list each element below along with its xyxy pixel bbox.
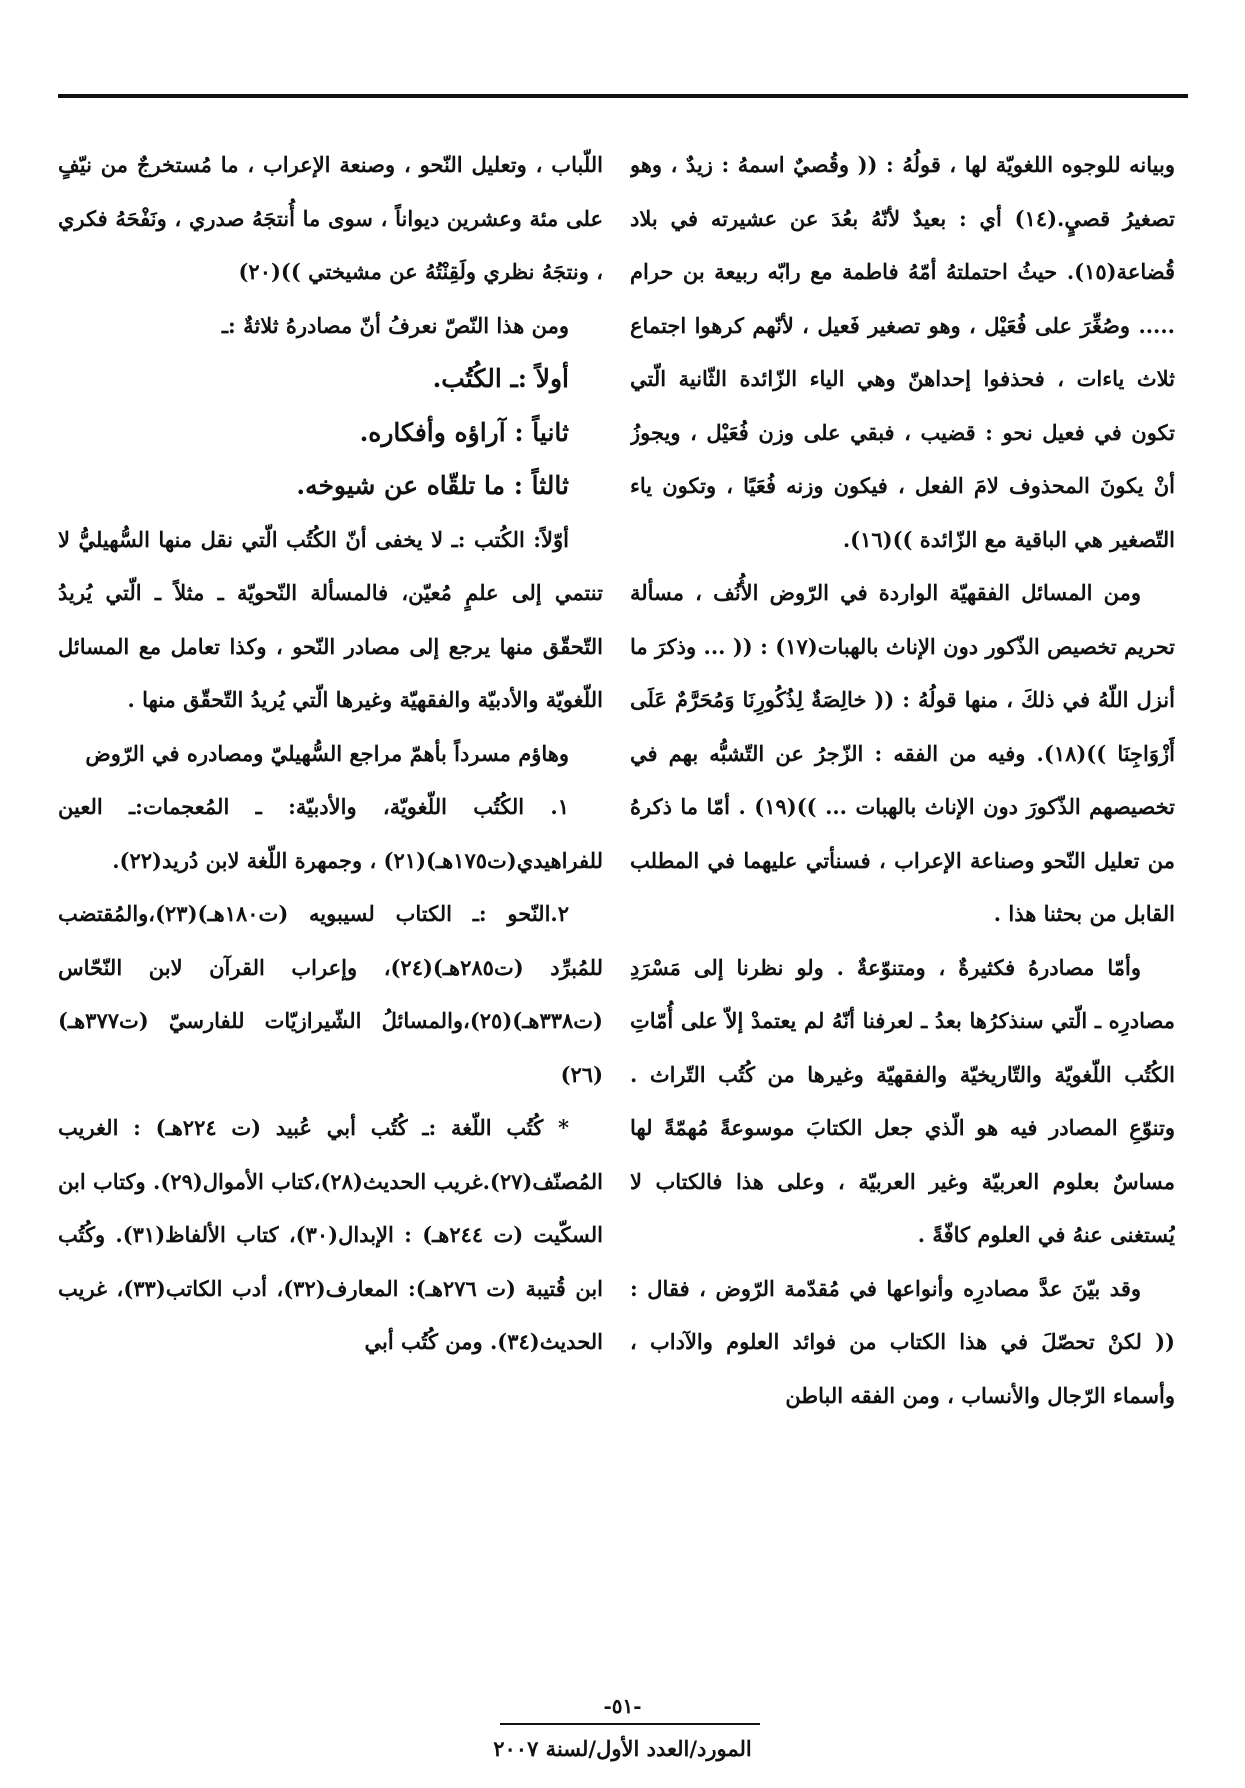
paragraph: ١. الكُتُب اللّغويّة، والأدبيّة: ـ المُعجمات:ـ العين للفراهيدي(ت١٧٥هـ)(٢١) ، وجمهرة اللّغة لابن دُريد(٢٢). — [58, 794, 603, 873]
paragraph: وبيانه للوجوه اللغويّة لها ، قولُهُ : (( وقُصيٌ اسمهُ : زيدٌ ، وهو تصغيرُ قصيٍ.(١٤) أي : بعيدٌ لأنّهُ بعُدَ عن عشيرته في بلاد قُضاعة(١٥). حيثُ احتملتهُ أمّهُ فاطمة مع رابّه ربيعة بن حرام ..... وصُغِّرَ على فُعَيْل ، وهو تصغير فَعيل ، لأنّهم كرهوا اجتماع ثلاث ياءات ، فحذفوا إحداهنّ وهي الياء الزّائدة الثّانية الّتي تكون في فعيل نحو : قضيب ، فبقي على وزن فُعَيْل ، ويجوزُ أنْ يكونَ المحذوف لامَ الفعل ، فيكون وزنه فُعَيًا ، وتكون ياء التّصغير هي الباقية مع الزّائدة ))(١٦). — [630, 152, 1175, 552]
paragraph: وقد بيّنَ عدَّ مصادرِه وأنواعها في مُقدّمة الرّوض ، فقال : (( لكنْ تحصّلَ في هذا الكتاب من فوائد العلوم والآداب ، وأسماء الرّجال والأنساب ، ومن الفقه الباطن — [630, 1275, 1175, 1408]
page-number: -٥١- — [603, 1694, 642, 1718]
left-column — [58, 138, 603, 1648]
section-heading: ثانياً : آراؤه وأفكاره. — [359, 417, 569, 447]
journal-footer: المورد/العدد الأول/لسنة ٢٠٠٧ — [493, 1736, 752, 1761]
paragraph: أوّلاً: الكُتب :ـ لا يخفى أنّ الكُتُب الّتي نقل منها السُّهيليُّ لا تنتمي إلى علمٍ مُعيّن، فالمسألة النّحويّة ـ مثلاً ـ الّتي يُريدُ التّحقّق منها يرجع إلى مصادر النّحو ، وكذا تعامل مع المسائل اللّغويّة والأدبيّة والفقهيّة وغيرها الّتي يُريدُ التّحقّق منها . — [58, 526, 603, 712]
paragraph: ومن المسائل الفقهيّة الواردة في الرّوض الأُنُف ، مسألة تحريم تخصيص الذّكور دون الإناث بالهبات(١٧) : (( ... وذكرَ ما أنزل اللّهُ في ذلكَ ، منها قولُهُ : (( خالِصَةٌ لِذُكُورِنَا وَمُحَرَّمٌ عَلَى أَزْوَاجِنَا ))(١٨). وفيه من الفقه : الزّجرُ عن التّشبُّه بهم في تخصيصهم الذّكورَ دون الإناث بالهبات ... ))(١٩) . أمّا ما ذكرهُ من تعليل النّحو وصناعة الإعراب ، فسنأتي عليهما في المطلب القابل من بحثنا هذا . — [630, 580, 1175, 926]
paragraph: وهاؤم مسرداً بأهمّ مراجع السُّهيليّ ومصادره في الرّوض — [85, 740, 569, 766]
top-rule — [58, 94, 1188, 98]
right-column — [630, 138, 1175, 1648]
footer-rule — [500, 1723, 760, 1725]
paragraph: ومن هذا النّصّ نعرفُ أنّ مصادرهُ ثلاثةٌ :ـ — [221, 312, 569, 338]
paragraph: اللّباب ، وتعليل النّحو ، وصنعة الإعراب ، ما مُستخرجٌ من نيّفٍ على مئة وعشرين ديواناً ، سوى ما أُنتجَهُ صدري ، ونَفْحَهُ فكري ، ونتجَهُ نظري ولَقِنْتُهُ عن مشيختي ))(٢٠) — [58, 152, 603, 284]
paragraph: * كُتُب اللّغة :ـ كُتُب أبي عُبيد (ت ٢٢٤هـ) : الغريب المُصنّف(٢٧).غريب الحديث(٢٨)،كتاب الأموال(٢٩). وكتاب ابن السكّيت (ت ٢٤٤هـ) : الإبدال(٣٠)، كتاب الألفاظ(٣١). وكُتُب ابن قُتيبة (ت ٢٧٦هـ): المعارف(٣٢)، أدب الكاتب(٣٣)، غريب الحديث(٣٤). ومن كُتُب أبي — [58, 1115, 603, 1354]
section-heading: أولاً :ـ الكُتُب. — [432, 364, 569, 393]
section-heading: ثالثاً : ما تلقّاه عن شيوخه. — [296, 471, 569, 500]
paragraph: ٢.النّحو :ـ الكتاب لسيبويه (ت١٨٠هـ)(٢٣)،والمُقتضب للمُبرِّد (ت٢٨٥هـ)(٢٤)، وإعراب القرآن لابن النّحّاس (ت٣٣٨هـ)(٢٥)،والمسائلُ الشّيرازيّات للفارسيّ (ت٣٧٧هـ)(٢٦) — [58, 901, 603, 1087]
paragraph: وأمّا مصادرهُ فكثيرةٌ ، ومتنوّعةٌ . ولو نظرنا إلى مَسْرَدِ مصادرِه ـ الّتي سنذكرُها بعدُ ـ لعرفنا أنّهُ لم يعتمدْ إلاّ على أُمّاتِ الكُتُب اللّغويّة والتّاريخيّة والفقهيّة وغيرها من كُتُب التّراث . وتنوّعِ المصادر فيه هو الّذي جعل الكتابَ موسوعةً مُهمّةً لها مساسٌ بعلوم العربيّة وغير العربيّة ، وعلى هذا فالكتاب لا يُستغنى عنهُ في العلوم كافّةً . — [630, 954, 1175, 1247]
